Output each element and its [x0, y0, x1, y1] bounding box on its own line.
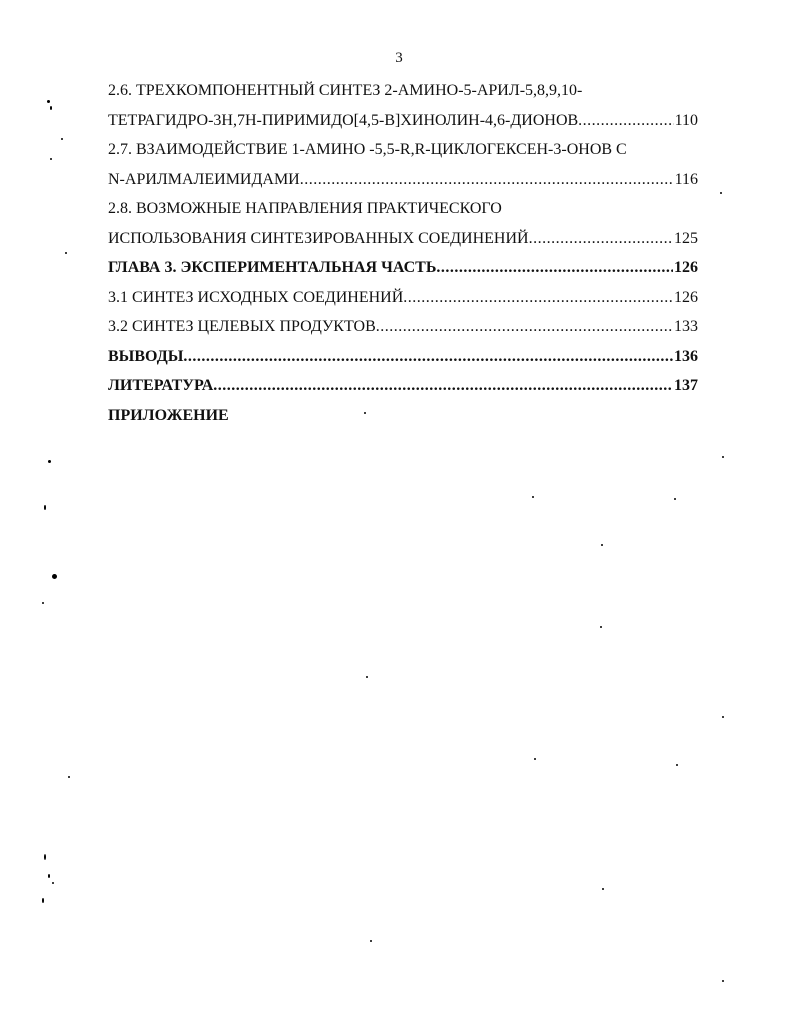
scan-speck: [42, 898, 44, 903]
scan-speck: [674, 498, 676, 500]
toc-entry: [108, 224, 698, 254]
toc-entry-page: 126: [674, 288, 698, 306]
toc-entry-text: 3.2 СИНТЕЗ ЦЕЛЕВЫХ ПРОДУКТОВ: [108, 318, 376, 335]
scan-speck: [364, 412, 366, 414]
toc-entry-page: 110: [674, 111, 698, 129]
toc-entry-text: ЛИТЕРАТУРА: [108, 377, 214, 394]
toc-entry-page: 116: [674, 170, 698, 188]
toc-chapter-entry: [108, 342, 698, 372]
scan-speck: [61, 138, 63, 140]
scan-speck: [532, 496, 534, 498]
toc-entry-text: ИСПОЛЬЗОВАНИЯ СИНТЕЗИРОВАННЫХ СОЕДИНЕНИЙ: [108, 229, 529, 247]
toc-leader-dots: [436, 253, 673, 283]
toc-entry: [108, 283, 698, 313]
toc-entry-text: ТЕТРАГИДРО-3Н,7Н-ПИРИМИДО[4,5-В]ХИНОЛИН-4,6-ДИОНОВ: [108, 111, 579, 129]
scan-speck: [65, 252, 67, 254]
scan-speck: [601, 544, 603, 546]
scan-speck: [44, 854, 46, 860]
toc-leader-dots: [403, 283, 673, 313]
toc-leader-dots: [183, 342, 673, 372]
scan-speck: [722, 456, 724, 458]
scan-speck: [52, 882, 54, 884]
scan-speck: [370, 940, 372, 942]
toc-entry-text: 2.6. ТРЕХКОМПОНЕНТНЫЙ СИНТЕЗ 2-АМИНО-5-АРИЛ-5,8,9,10-: [108, 82, 583, 99]
scan-speck: [720, 192, 722, 194]
toc-chapter-entry: [108, 371, 698, 401]
toc-leader-dots: [213, 371, 673, 401]
toc-leader-dots: [529, 224, 673, 254]
toc-entry-page: 125: [674, 229, 698, 247]
toc-entry: [108, 135, 698, 165]
toc-leader-dots: [300, 165, 674, 195]
toc-entry-text: ГЛАВА 3. ЭКСПЕРИМЕНТАЛЬНАЯ ЧАСТЬ: [108, 259, 437, 276]
scan-speck: [50, 106, 52, 110]
scan-speck: [722, 716, 724, 718]
toc-entry-text: ПРИЛОЖЕНИЕ: [108, 406, 229, 424]
toc-entry: [108, 106, 698, 136]
scan-speck: [47, 100, 50, 103]
toc-entry: [108, 194, 698, 224]
toc-entry-page: 126: [674, 259, 698, 276]
toc-entry: [108, 165, 698, 195]
scan-speck: [42, 602, 44, 604]
scan-speck: [44, 505, 46, 510]
toc-entry: [108, 312, 698, 342]
toc-leader-dots: [376, 312, 673, 342]
toc-entry: [108, 76, 698, 106]
page-number: 3: [395, 50, 403, 66]
toc-entry-text: ВЫВОДЫ: [108, 347, 184, 365]
scan-speck: [366, 676, 368, 678]
toc-leader-dots: [578, 106, 673, 136]
scan-speck: [48, 874, 50, 878]
toc-chapter-entry: [108, 253, 698, 283]
scan-speck: [52, 574, 57, 579]
toc-entry-text: 3.1 СИНТЕЗ ИСХОДНЫХ СОЕДИНЕНИЙ: [108, 288, 404, 306]
scan-speck: [68, 776, 70, 778]
scan-speck: [602, 888, 604, 890]
toc-entry-page: 137: [674, 377, 698, 394]
toc-entry-text: 2.8. ВОЗМОЖНЫЕ НАПРАВЛЕНИЯ ПРАКТИЧЕСКОГО: [108, 200, 502, 217]
toc-entry-page: 136: [674, 347, 698, 365]
scan-speck: [50, 158, 52, 160]
scan-speck: [534, 758, 536, 760]
toc-entry-page: 133: [674, 318, 698, 335]
scan-speck: [48, 460, 51, 463]
toc-chapter-entry: [108, 401, 698, 431]
scan-speck: [676, 764, 678, 766]
scan-speck: [600, 626, 602, 628]
scan-speck: [722, 980, 724, 982]
toc-entry-text: N-АРИЛМАЛЕИМИДАМИ: [108, 170, 300, 188]
table-of-contents: [108, 76, 698, 430]
toc-entry-text: 2.7. ВЗАИМОДЕЙСТВИЕ 1-АМИНО -5,5-R,R-ЦИКЛОГЕКСЕН-3-ОНОВ С: [108, 141, 627, 158]
